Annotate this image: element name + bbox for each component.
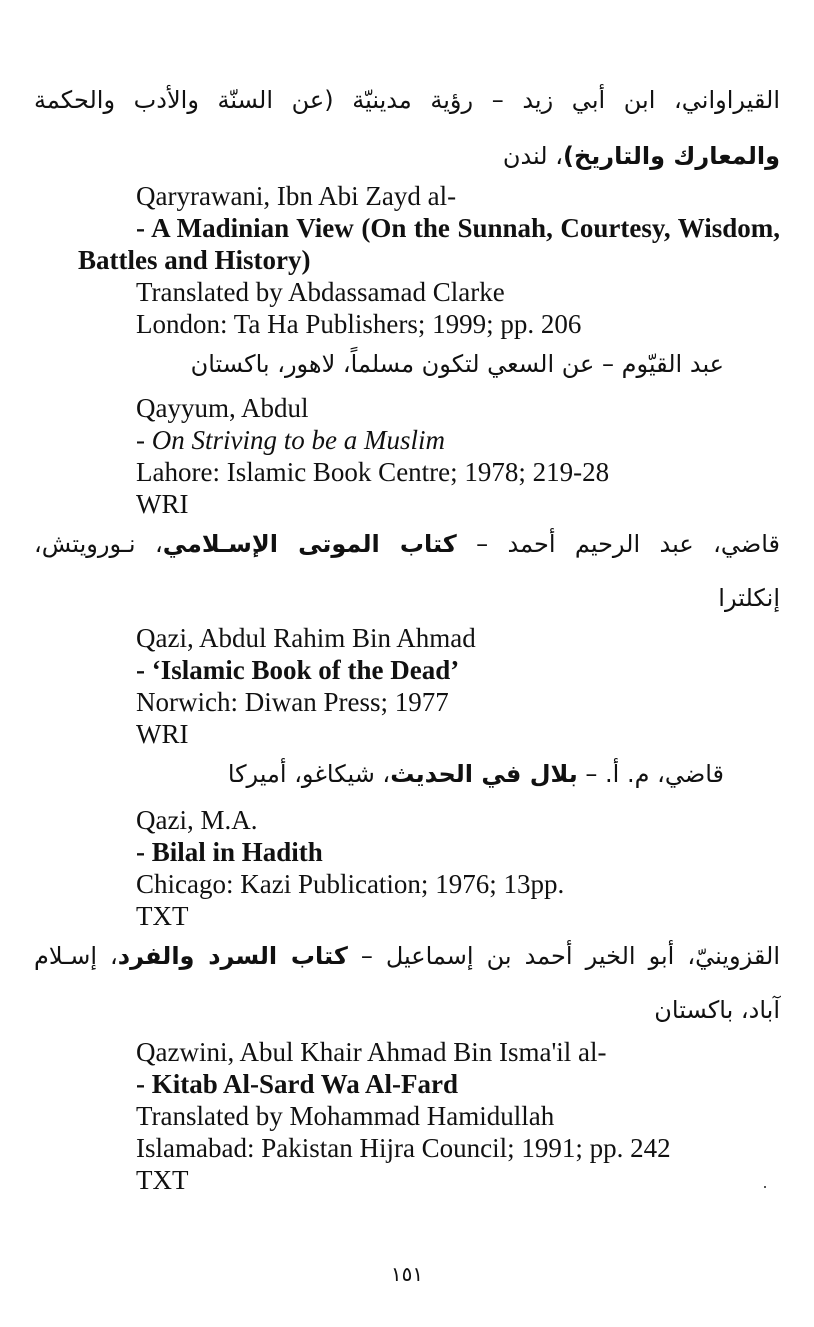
- entry-3-arabic-line-1: [34, 528, 780, 560]
- entry-4-arabic-city: ، شيكاغو، أميركا: [227, 760, 391, 788]
- entry-5-translator: Translated by Mohammad Hamidullah: [136, 1101, 555, 1131]
- entry-1-title: - A Madinian View (On the Sunnah, Courtesy, Wisdom, Battles and History): [78, 213, 780, 275]
- entry-2-arabic-line-1: [140, 348, 724, 380]
- entry-3-arabic-city: ، نـورويتش،: [34, 530, 163, 558]
- entry-2-publication: Lahore: Islamic Book Centre; 1978; 219-28: [136, 457, 610, 487]
- entry-1-arabic-line-1: [34, 84, 780, 116]
- entry-2-code: WRI: [136, 489, 189, 519]
- entry-2-title: - On Striving to be a Muslim: [136, 425, 445, 455]
- entry-5-arabic-line-2: [34, 994, 780, 1026]
- entry-5-arabic-author: القزوينيّ، أبو الخير أحمد بن إسماعيل –: [347, 942, 780, 970]
- entry-2-arabic-text: عبد القيّوم – عن السعي لتكون مسلماً، لاهور، باكستان: [190, 350, 724, 378]
- entry-1-arabic-city: ، لندن: [502, 142, 563, 170]
- entry-4-arabic-title: بلال في الحديث: [390, 760, 578, 788]
- entry-5-arabic-country: آباد، باكستان: [654, 996, 780, 1024]
- entry-2-author: Qayyum, Abdul: [136, 393, 309, 423]
- entry-4-title: - Bilal in Hadith: [136, 837, 323, 867]
- entry-5-code: TXT: [136, 1165, 189, 1195]
- entry-1-author: Qaryrawani, Ibn Abi Zayd al-: [136, 181, 457, 211]
- entry-4-arabic-author: قاضي، م. أ. –: [577, 760, 724, 788]
- entry-1-arabic-line-2: [34, 140, 780, 172]
- entry-3-author: Qazi, Abdul Rahim Bin Ahmad: [136, 623, 476, 653]
- page-number: ١٥١: [390, 1262, 424, 1286]
- entry-3-publication: Norwich: Diwan Press; 1977: [136, 687, 449, 717]
- entry-3-code: WRI: [136, 719, 189, 749]
- entry-3-arabic-line-2: [34, 582, 780, 614]
- entry-5-arabic-title: كتاب السرد والفرد: [117, 942, 348, 970]
- entry-4-publication: Chicago: Kazi Publication; 1976; 13pp.: [136, 869, 565, 899]
- entry-5-title: - Kitab Al-Sard Wa Al-Fard: [136, 1069, 459, 1099]
- entry-3-arabic-country: إنكلترا: [718, 584, 780, 612]
- entry-4-author: Qazi, M.A.: [136, 805, 258, 835]
- entry-1-arabic-text: القيراواني، ابن أبي زيد – رؤية مدينيّة (عن السنّة والأدب والحكمة: [34, 86, 780, 114]
- entry-3-title: - ‘Islamic Book of the Dead’: [136, 655, 460, 685]
- entry-1-translator: Translated by Abdassamad Clarke: [136, 277, 505, 307]
- entry-1-publication: London: Ta Ha Publishers; 1999; pp. 206: [136, 309, 582, 339]
- entry-5-arabic-city: ، إسـلام: [34, 942, 118, 970]
- entry-4-code: TXT: [136, 901, 189, 931]
- entry-5-author: Qazwini, Abul Khair Ahmad Bin Isma'il al-: [136, 1037, 607, 1067]
- entry-5-publication: Islamabad: Pakistan Hijra Council; 1991; pp. 242: [136, 1133, 671, 1163]
- entry-3-arabic-author: قاضي، عبد الرحيم أحمد –: [456, 530, 780, 558]
- stray-mark: [764, 1186, 766, 1188]
- entry-1-arabic-title-end: والمعارك والتاريخ): [562, 142, 780, 170]
- entry-4-arabic-line-1: [140, 758, 724, 790]
- entry-5-arabic-line-1: [34, 940, 780, 972]
- entry-3-arabic-title: كتاب الموتى الإسـلامي: [162, 530, 457, 558]
